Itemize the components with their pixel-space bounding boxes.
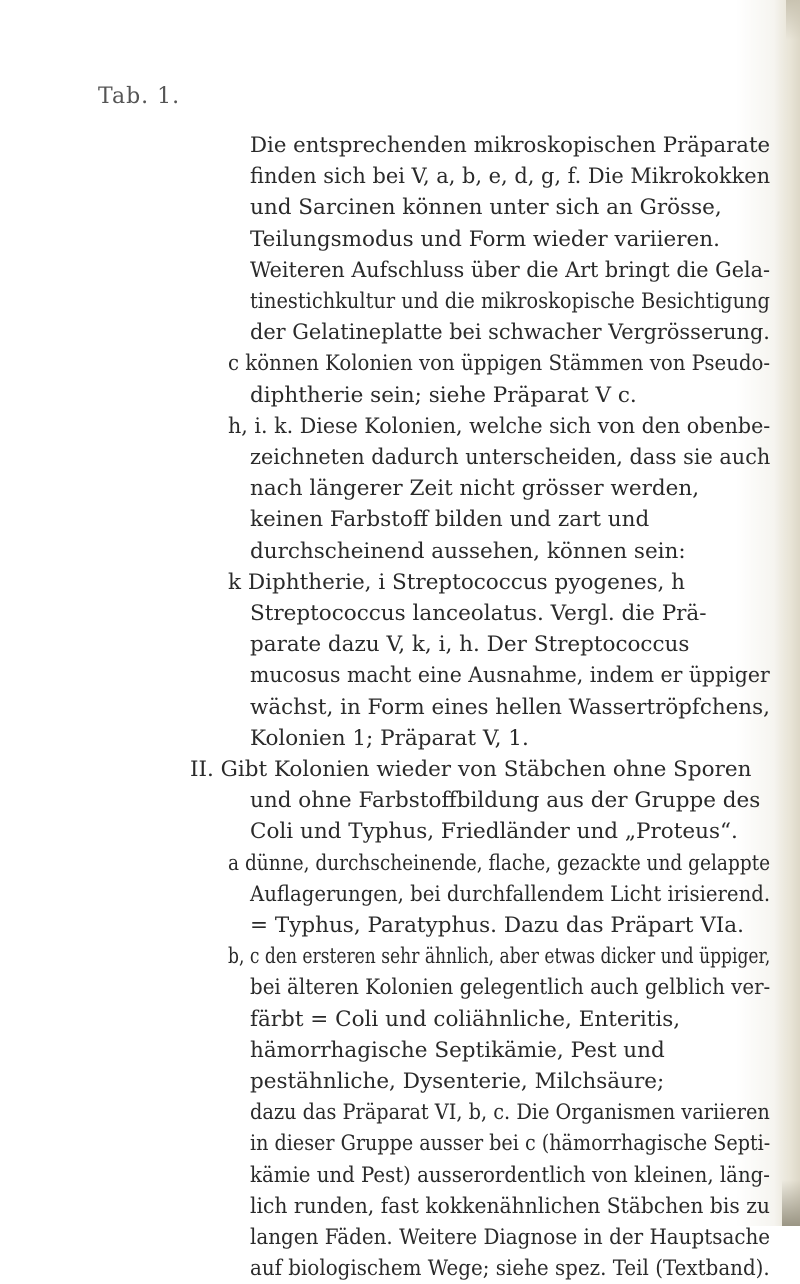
text-line: Die entsprechenden mikroskopischen Präparate [250,133,771,158]
text-line: Streptococcus lanceolatus. Vergl. die Prä- [250,601,707,626]
text-line: lich runden, fast kokkenähnlichen Stäbchen bis zu [250,1193,770,1219]
text-line: Coli und Typhus, Friedländer und „Proteus“. [250,819,738,845]
text-line: II. Gibt Kolonien wieder von Stäbchen ohne Sporen [190,757,752,782]
text-line: auf biologischem Wege; siehe spez. Teil (Textband). [250,1256,770,1282]
text-line: = Typhus, Paratyphus. Dazu das Präpart VIa. [250,913,744,938]
text-line: in dieser Gruppe ausser bei c (hämorrhagische Septi- [250,1131,771,1157]
text-line: Kolonien 1; Präparat V, 1. [250,725,529,751]
text-line: färbt = Coli und coliähnliche, Enteritis, [250,1006,681,1032]
text-line: und ohne Farbstoffbildung aus der Gruppe des [250,788,761,814]
text-line: bei älteren Kolonien gelegentlich auch gelblich ver- [250,975,771,1001]
text-line: keinen Farbstoff bilden und zart und [250,507,650,533]
text-line: kämie und Pest) ausserordentlich von kleinen, läng- [250,1162,770,1188]
text-line: a dünne, durchscheinende, flache, gezackte und gelappte [228,850,771,876]
text-line: b, c den ersteren sehr ähnlich, aber etwas dicker und üppiger, [228,944,771,970]
text-line: tinestichkultur und die mikroskopische Besichtigung [250,289,770,314]
text-line: durchscheinend aussehen, können sein: [250,538,686,564]
text-line: k Diphtherie, i Streptococcus pyogenes, h [228,569,686,595]
text-line: der Gelatineplatte bei schwacher Vergrösserung. [250,320,770,346]
text-line: c können Kolonien von üppigen Stämmen von Pseudo- [228,351,771,377]
text-line: dazu das Präparat VI, b, c. Die Organismen variieren [250,1100,770,1126]
text-line: und Sarcinen können unter sich an Grösse, [250,195,722,221]
text-line: langen Fäden. Weitere Diagnose in der Hauptsache [250,1225,771,1250]
text-line: finden sich bei V, a, b, e, d, g, f. Die Mikrokokken [250,164,771,190]
page-edge-shadow [774,0,800,1226]
text-line: Teilungsmodus und Form wieder variieren. [250,226,720,252]
text-line: mucosus macht eine Ausnahme, indem er üppiger [250,663,770,689]
text-line: diphtherie sein; siehe Präparat V c. [250,382,637,408]
text-line: wächst, in Form eines hellen Wassertröpfchens, [250,694,770,720]
page-edge-corner-bottom [782,1180,800,1226]
text-line: h, i. k. Diese Kolonien, welche sich von den obenbe- [228,413,771,439]
text-line: hämorrhagische Septikämie, Pest und [250,1037,665,1063]
text-line: zeichneten dadurch unterscheiden, dass sie auch [250,445,771,470]
page-edge-corner-top [786,0,800,40]
text-line: parate dazu V, k, i, h. Der Streptococcus [250,632,690,658]
text-line: Auflagerungen, bei durchfallendem Licht irisierend. [250,881,771,907]
text-line: Weiteren Aufschluss über die Art bringt die Gela- [250,257,770,283]
text-line: nach längerer Zeit nicht grösser werden, [250,476,700,502]
page-header: Tab. 1. [98,84,181,109]
text-line: pestähnliche, Dysenterie, Milchsäure; [250,1069,665,1094]
